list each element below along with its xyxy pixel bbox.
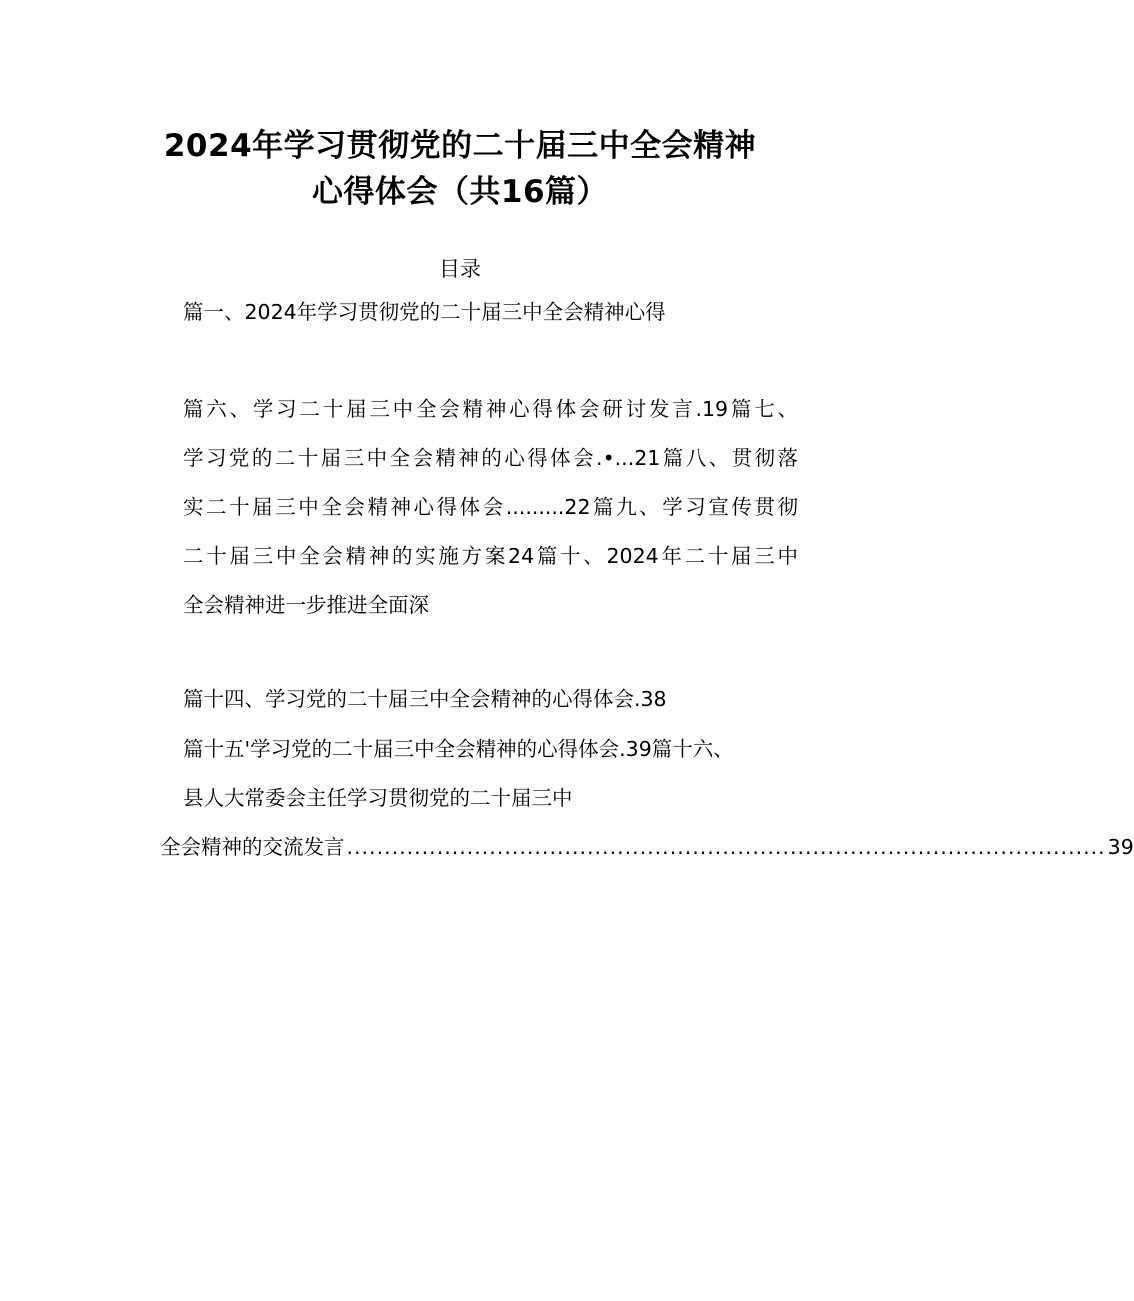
document-title-line-2: 心得体会（共16篇） <box>311 174 609 210</box>
toc-paragraph-line-3: 实二十届三中全会精神心得体会.........22篇九、学习宣传贯彻 <box>183 495 798 519</box>
toc-entry-14: 篇十四、学习党的二十届三中全会精神的心得体会.38 <box>183 687 667 711</box>
document-title-line-1: 2024年学习贯彻党的二十届三中全会精神 <box>163 128 757 164</box>
toc-entry-16-line-2 <box>160 832 1134 862</box>
toc-page-number: 39 <box>1107 835 1134 859</box>
toc-paragraph-line-2: 学习党的二十届三中全会精神的心得体会.•...21篇八、贯彻落 <box>183 446 798 470</box>
toc-paragraph-line-1: 篇六、学习二十届三中全会精神心得体会研讨发言.19篇七、 <box>183 397 798 421</box>
toc-paragraph-line-5: 全会精神进一步推进全面深 <box>183 593 429 617</box>
toc-heading: 目录 <box>439 257 481 281</box>
toc-entry-15: 篇十五'学习党的二十届三中全会精神的心得体会.39篇十六、 <box>183 737 734 761</box>
toc-dot-leader: ..................................................................................................... <box>346 835 1106 859</box>
toc-entry-1: 篇一、2024年学习贯彻党的二十届三中全会精神心得 <box>183 300 666 324</box>
toc-paragraph-line-4: 二十届三中全会精神的实施方案24篇十、2024年二十届三中 <box>183 544 798 568</box>
toc-entry-label: 全会精神的交流发言 <box>160 835 345 859</box>
toc-entry-16-line-1: 县人大常委会主任学习贯彻党的二十届三中 <box>183 786 573 810</box>
